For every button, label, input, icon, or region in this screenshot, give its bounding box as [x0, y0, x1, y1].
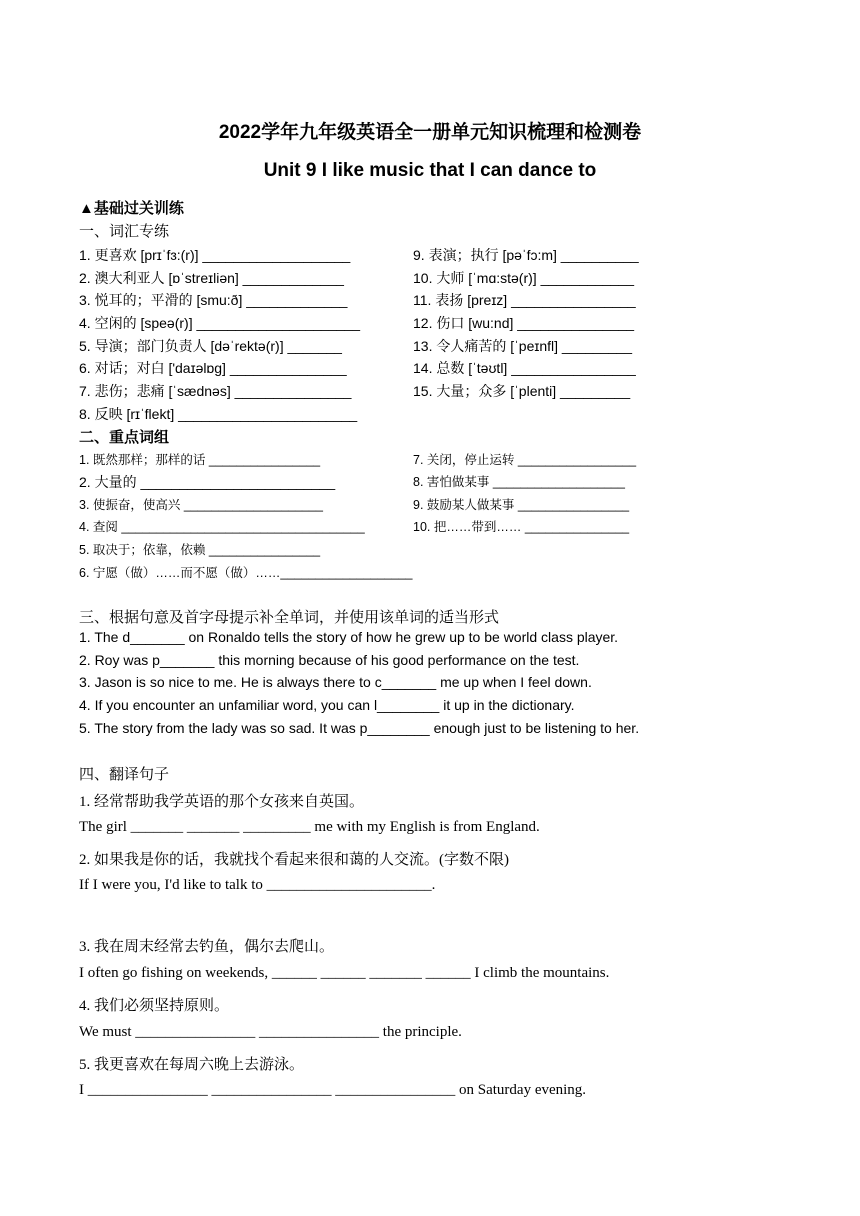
- vocab-item: 15. 大量；众多 [ˈplenti] _________: [413, 383, 631, 399]
- translate-cn: 2. 如果我是你的话，我就找个看起来很和蔼的人交流。(字数不限): [79, 852, 509, 868]
- translate-cn: 4. 我们必须坚持原则。: [79, 998, 230, 1014]
- fill-item: 1. The d_______ on Ronaldo tells the story of how he grew up to be world class player.: [79, 629, 619, 645]
- fill-item: 4. If you encounter an unfamiliar word, you can l________ it up in the dictionary.: [79, 697, 575, 713]
- phrase-item: 1. 既然那样；那样的话 ________________: [79, 453, 321, 467]
- fill-heading: 三、根据句意及首字母提示补全单词，并使用该单词的适当形式: [79, 609, 500, 626]
- translate-heading: 四、翻译句子: [79, 766, 170, 783]
- phrase-item: 5. 取决于；依靠，依赖 ________________: [79, 543, 321, 557]
- translate-en: If I were you, I'd like to talk to ______________________.: [79, 877, 436, 893]
- translate-cn: 3. 我在周末经常去钓鱼，偶尔去爬山。: [79, 939, 335, 955]
- fill-item: 5. The story from the lady was so sad. It was p________ enough just to be listening to her.: [79, 720, 640, 736]
- translate-en: We must ________________ ________________ the principle.: [79, 1024, 462, 1040]
- vocab-item: 3. 悦耳的；平滑的 [smu:ð] _____________: [79, 292, 348, 308]
- vocab-item: 8. 反映 [rɪˈflekt] _______________________: [79, 406, 358, 422]
- section-basic-heading: ▲基础过关训练: [79, 200, 184, 217]
- phrase-item: 6. 宁愿（做）……而不愿（做）……___________________: [79, 566, 413, 580]
- fill-item: 2. Roy was p_______ this morning because of his good performance on the test.: [79, 652, 580, 668]
- unit-title: Unit 9 I like music that I can dance to: [263, 160, 597, 181]
- phrase-item: 8. 害怕做某事 ___________________: [413, 475, 625, 489]
- phrase-item: 2. 大量的 _________________________: [79, 474, 336, 490]
- vocab-item: 11. 表扬 [preɪz] ________________: [413, 292, 636, 308]
- vocab-item: 13. 令人痛苦的 [ˈpeɪnfl] _________: [413, 338, 632, 354]
- vocab-item: 6. 对话；对白 ['daɪəlɒg] _______________: [79, 360, 347, 376]
- phrase-item: 7. 关闭，停止运转 _________________: [413, 453, 637, 467]
- phrase-item: 4. 查阅 ___________________________________: [79, 520, 365, 534]
- phrase-heading: 二、重点词组: [79, 429, 170, 446]
- phrase-item: 10. 把……带到…… _______________: [413, 520, 630, 534]
- translate-en: The girl _______ _______ _________ me with my English is from England.: [79, 819, 540, 835]
- vocab-item: 5. 导演；部门负责人 [dəˈrektə(r)] _______: [79, 338, 342, 354]
- document-title: 2022学年九年级英语全一册单元知识梳理和检测卷: [218, 122, 642, 143]
- vocab-item: 9. 表演；执行 [pəˈfɔ:m] __________: [413, 247, 639, 263]
- vocab-item: 10. 大师 [ˈmɑ:stə(r)] ____________: [413, 270, 635, 286]
- translate-en: I often go fishing on weekends, ______ ______ _______ ______ I climb the mountains.: [79, 965, 610, 981]
- fill-item: 3. Jason is so nice to me. He is always there to c_______ me up when I feel down.: [79, 674, 592, 690]
- vocab-item: 2. 澳大利亚人 [ɒˈstreɪliən] _____________: [79, 270, 344, 286]
- vocab-item: 4. 空闲的 [speə(r)] _____________________: [79, 315, 360, 331]
- vocab-item: 14. 总数 [ˈtəʊtl] ________________: [413, 360, 636, 376]
- phrase-item: 9. 鼓励某人做某事 ________________: [413, 498, 630, 512]
- vocab-item: 1. 更喜欢 [prɪˈfɜ:(r)] ___________________: [79, 247, 351, 263]
- translate-cn: 5. 我更喜欢在每周六晚上去游泳。: [79, 1057, 305, 1073]
- vocab-item: 7. 悲伤；悲痛 [ˈsædnəs] _______________: [79, 383, 352, 399]
- vocab-item: 12. 伤口 [wu:nd] _______________: [413, 315, 635, 331]
- vocab-heading: 一、词汇专练: [79, 223, 170, 240]
- translate-en: I ________________ ________________ ________________ on Saturday evening.: [79, 1082, 587, 1098]
- translate-cn: 1. 经常帮助我学英语的那个女孩来自英国。: [79, 794, 365, 810]
- phrase-item: 3. 使振奋，使高兴 ____________________: [79, 498, 323, 512]
